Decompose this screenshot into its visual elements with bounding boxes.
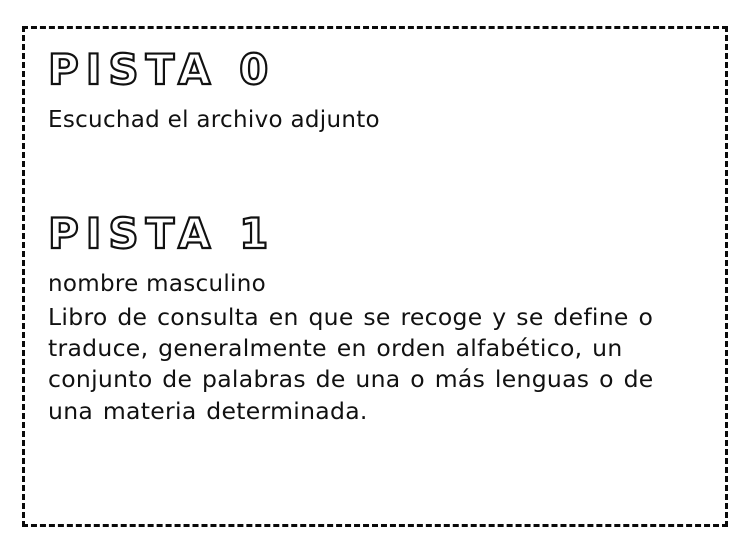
clue-1-definition: Libro de consulta en que se recoge y se define o traduce, generalmente en orden alfabético, un conjunto de palabras de una o más lenguas o de una materia determinada. [48,302,654,425]
clues-container [22,22,730,531]
clue-separator-space [48,136,702,212]
clue-1-body: nombre masculino [48,271,266,298]
clue-0-body: Escuchad el archivo adjunto [48,107,380,134]
clue-1-title: PISTA 1 [48,208,276,258]
clue-0-title: PISTA 0 [48,45,276,94]
